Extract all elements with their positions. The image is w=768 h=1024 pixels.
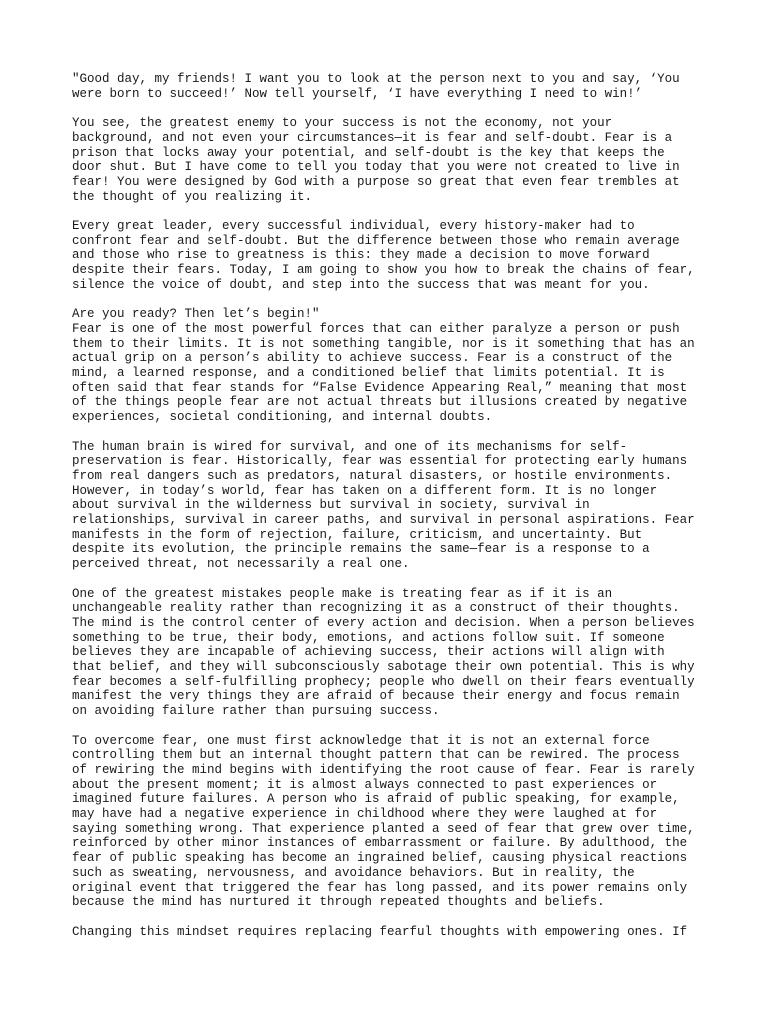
paragraph-fear-powerful-force: Fear is one of the most powerful forces that can either paralyze a person or push them to their limits. It is not something tangible, nor is it something that has an actual grip on a person’s ability to achieve success. Fear is a construct of the mind, a learned response, and a conditioned belief that limits potential. It is often said that fear stands for “False Evidence Appearing Real,” meaning that most of the things people fear are not actual threats but illusions created by negative experiences, societal conditioning, and internal doubts. — [72, 321, 695, 425]
paragraph-greatest-mistakes: One of the greatest mistakes people make is treating fear as if it is an unchangeable reality rather than recognizing it as a construct of their thoughts. The mind is the control center of every action and decision. When a person believes something to be true, their body, emotions, and actions follow suit. If someone believes they are incapable of achieving success, their actions will align with that belief, and they will subconsciously sabotage their own potential. This is why fear becomes a self-fulfilling prophecy; people who dwell on their fears eventually manifest the very things they are afraid of because their energy and focus remain on avoiding failure rather than pursuing success. — [72, 586, 695, 719]
paragraph-great-leader: Every great leader, every successful individual, every history-maker had to confront fear and self-doubt. But the difference between those who remain average and those who rise to greatness is this: they made a decision to move forward despite their fears. Today, I am going to show you how to break the chains of fear, silence the voice of doubt, and step into the success that was meant for you. — [72, 219, 695, 292]
paragraph-greeting: "Good day, my friends! I want you to look at the person next to you and say, ‘You were born to succeed!’ Now tell yourself, ‘I have everything I need to win!’ — [72, 72, 680, 101]
paragraph-greatest-enemy: You see, the greatest enemy to your success is not the economy, not your background, and not even your circumstances—it is fear and self-doubt. Fear is a prison that locks away your potential, and self-doubt is the key that keeps the door shut. But I have come to tell you today that you were not created to live in fear! You were designed by God with a purpose so great that even fear trembles at the thought of you realizing it. — [72, 116, 680, 204]
paragraph-are-you-ready: Are you ready? Then let’s begin!" — [72, 307, 320, 322]
paragraph-overcome-fear: To overcome fear, one must first acknowledge that it is not an external force controlling them but an internal thought pattern that can be rewired. The process of rewiring the mind begins with identifying the root cause of fear. Fear is rarely about the present moment; it is almost always connected to past experiences or imagined future failures. A person who is afraid of public speaking, for example, may have had a negative experience in childhood where they were laughed at for saying something wrong. That experience planted a seed of fear that grew over time, reinforced by other minor instances of embarrassment or failure. By adulthood, the fear of public speaking has become an ingrained belief, causing physical reactions such as sweating, nervousness, and avoidance behaviors. But in reality, the original event that triggered the fear has long passed, and its power remains only because the mind has nurtured it through repeated thoughts and beliefs. — [72, 733, 695, 910]
paragraph-changing-mindset: Changing this mindset requires replacing fearful thoughts with empowering ones. If — [72, 924, 688, 939]
paragraph-human-brain: The human brain is wired for survival, and one of its mechanisms for self- preservation is fear. Historically, fear was essential for protecting early humans from real dangers such as predators, natural disasters, or hostile environments. However, in today’s world, fear has taken on a different form. It is no longer about survival in the wilderness but survival in society, survival in relationships, survival in career paths, and survival in personal aspirations. Fear manifests in the form of rejection, failure, criticism, and uncertainty. But despite its evolution, the principle remains the same—fear is a response to a perceived threat, not necessarily a real one. — [72, 439, 695, 572]
document-page — [72, 72, 702, 954]
